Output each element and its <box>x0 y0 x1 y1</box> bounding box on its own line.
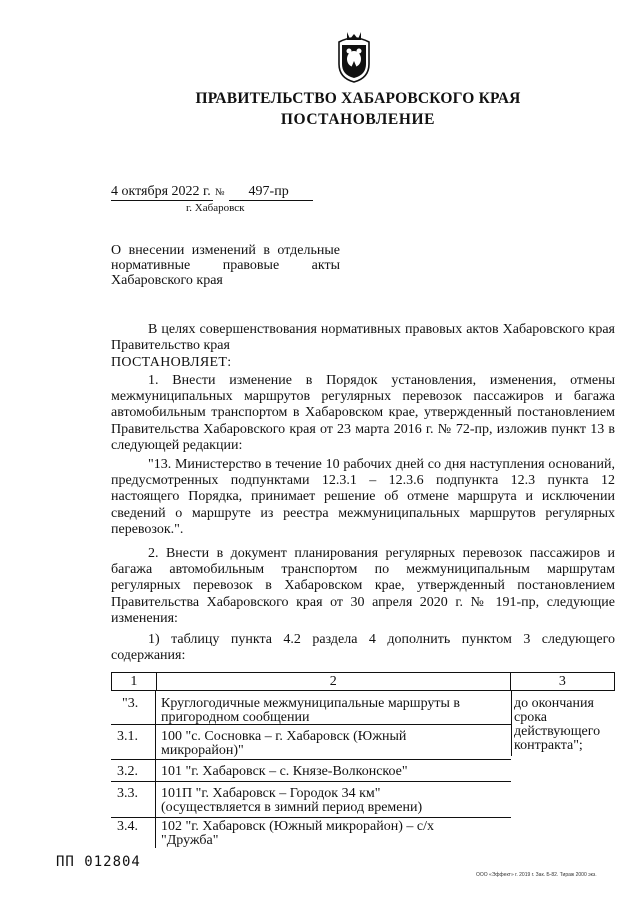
resolve-word: ПОСТАНОВЛЯЕТ: <box>111 355 232 370</box>
city-label: г. Хабаровск <box>186 202 245 214</box>
item-2-subitem-1: 1) таблицу пункта 4.2 раздела 4 дополнить пунктом 3 следующего содержания: <box>111 632 615 664</box>
row-number: 3.3. <box>117 786 138 801</box>
row-number: "3. <box>122 696 139 711</box>
government-title: ПРАВИТЕЛЬСТВО ХАБАРОВСКОГО КРАЯ <box>195 90 521 107</box>
item-2-paragraph: 2. Внести в документ планирования регулярных перевозок пассажиров и багажа автомобильным транспортом по межмуниципальным маршрутам регулярных перевозок в Хабаровском крае, утвержденный постановлением Правительства Хабаровского края от 30 апреля 2020 г. № 191-пр, следующие изменения: <box>111 546 615 626</box>
item-1-quote: "13. Министерство в течение 10 рабочих дней со дня наступления оснований, предусмотренных подпунктами 12.3.1 – 12.3.6 подпункта 12.3 пункта 12 настоящего Порядка, принимает решение об отмене маршрута и исключении сведений о маршруте из реестра межмуниципальных маршрутов регулярных перевозок.". <box>111 457 615 537</box>
table-row-divider <box>111 781 511 782</box>
row-number: 3.4. <box>117 819 138 834</box>
table-row-divider <box>111 759 511 760</box>
row-text: 101 "г. Хабаровск – с. Князе-Волконское" <box>161 764 408 779</box>
document-number: 497-пр <box>229 184 313 201</box>
amendment-table-header <box>111 672 615 691</box>
row-number: 3.1. <box>117 729 138 744</box>
document-subject <box>111 243 340 288</box>
table-header-col-3: 3 <box>510 673 614 691</box>
subject-line-3: Хабаровского края <box>111 273 223 288</box>
document-type-title: ПОСТАНОВЛЕНИЕ <box>280 111 436 128</box>
document-date: 4 октября 2022 г. <box>111 184 213 201</box>
table-header-col-1: 1 <box>112 673 157 691</box>
form-serial-code: ПП 012804 <box>56 854 141 870</box>
table-row-divider <box>111 817 511 818</box>
row-text: 102 "г. Хабаровск (Южный микрорайон) – с/х "Дружба" <box>161 819 434 848</box>
row-text: Круглогодичные межмуниципальные маршруты в пригородном сообщении <box>161 696 461 725</box>
date-number-line <box>111 184 313 201</box>
table-header-col-2: 2 <box>156 673 510 691</box>
subject-line-1: О внесении изменений в отдельные <box>111 243 340 258</box>
row-text: 100 "с. Сосновка – г. Хабаровск (Южный микрорайон)" <box>161 729 407 758</box>
contract-term-cell: до окончания срока действующего контракта"; <box>514 696 601 753</box>
item-1-paragraph: 1. Внести изменение в Порядок установления, изменения, отмены межмуниципальных маршрутов регулярных перевозок пассажиров и багажа автомобильным транспортом в Хабаровском крае, утвержденный постановлением Правительства Хабаровского края от 23 марта 2016 г. № 72-пр, изложив пункт 13 в следующей редакции: <box>111 373 615 453</box>
table-col-divider-1 <box>155 690 156 848</box>
intro-paragraph: В целях совершенствования нормативных правовых актов Хабаровского края Правительство края <box>111 322 615 354</box>
table-col-divider-2 <box>511 690 512 756</box>
coat-of-arms-emblem <box>333 28 375 84</box>
row-number: 3.2. <box>117 764 138 779</box>
number-prefix: № <box>215 187 225 198</box>
row-text: 101П "г. Хабаровск – Городок 34 км" (осуществляется в зимний период времени) <box>161 786 423 815</box>
printer-imprint: ООО «Эффект» г. 2019 г. Зак. Б-82. Тираж 2000 экз. <box>476 872 597 878</box>
subject-line-2: нормативные правовые акты <box>111 258 340 273</box>
